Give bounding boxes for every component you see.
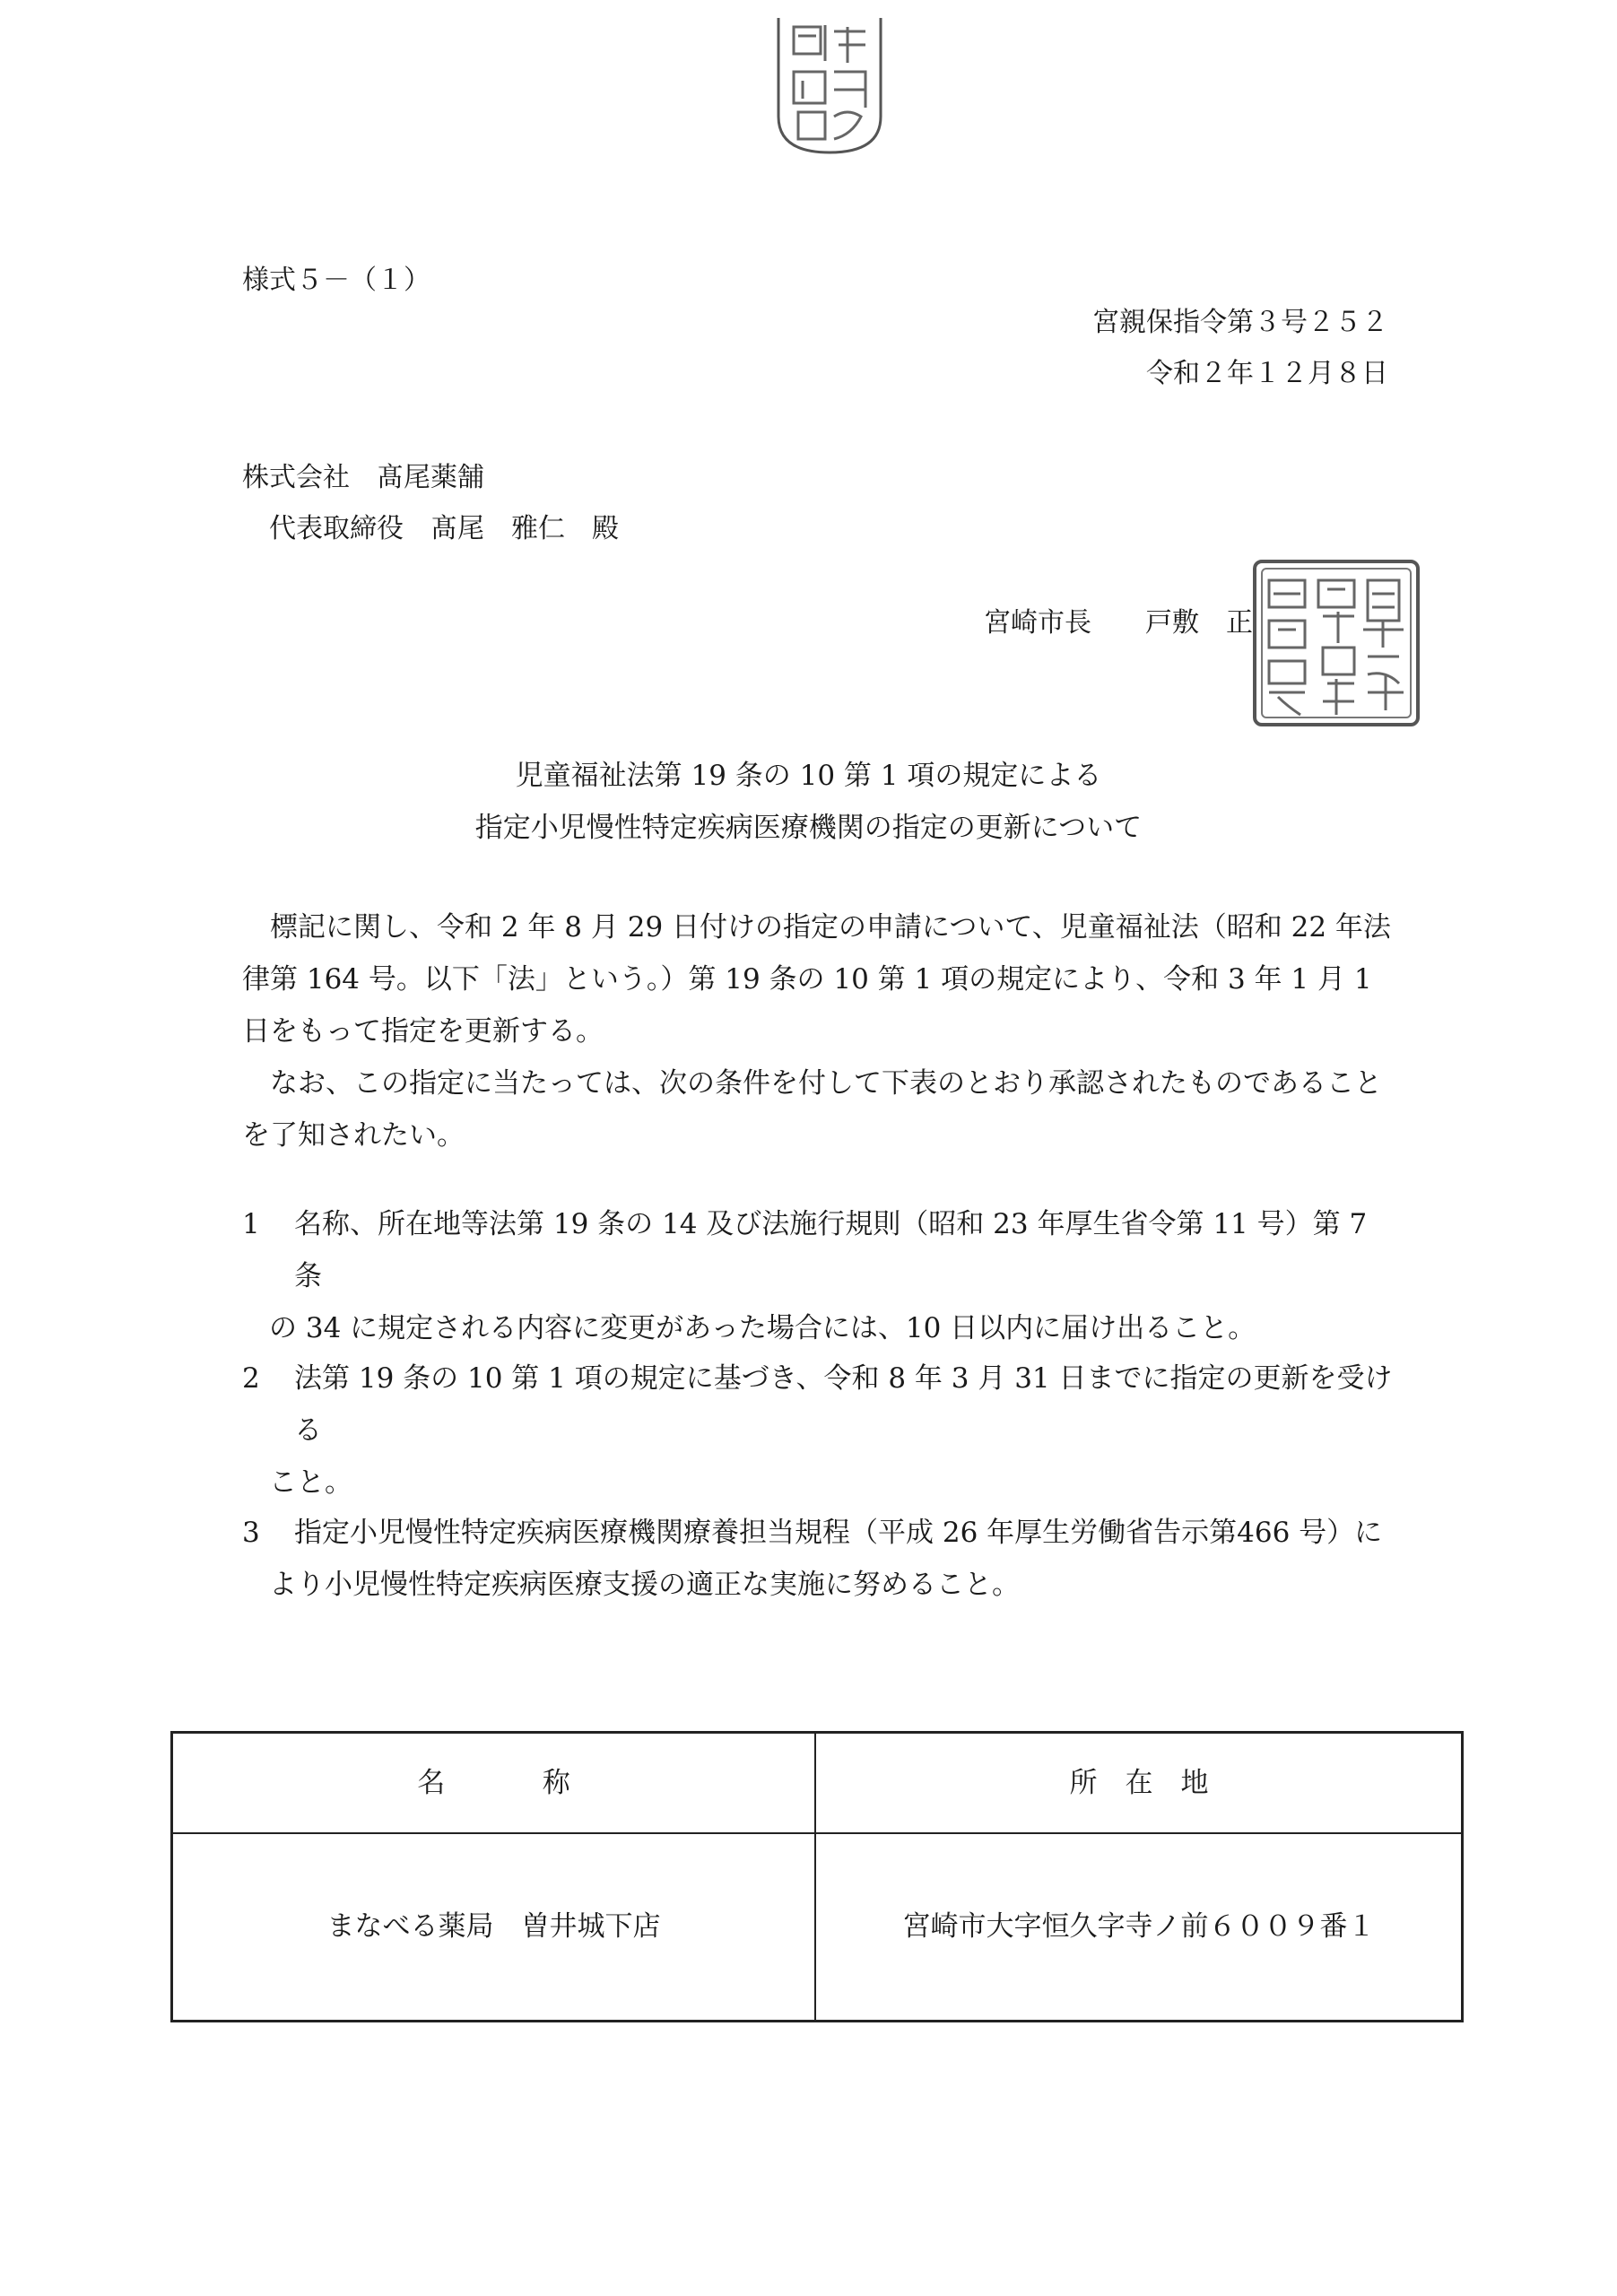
condition-text: 名称、所在地等法第 19 条の 14 及び法施行規則（昭和 23 年厚生省令第 11 号）第 7 条	[294, 1208, 1368, 1292]
condition-text: 指定小児慢性特定疾病医療機関療養担当規程（平成 26 年厚生労働省告示第466 号）に	[294, 1517, 1383, 1549]
recipient-representative: 代表取締役 髙尾 雅仁 殿	[269, 513, 619, 544]
recipient-company: 株式会社 髙尾薬舗	[242, 462, 484, 493]
body-text	[242, 901, 1399, 1161]
issue-date: 令和２年１２月８日	[1146, 358, 1388, 389]
condition-text-cont: の 34 に規定される内容に変更があった場合には、10 日以内に届け出ること。	[269, 1312, 1256, 1344]
notice-title-line1: 児童福祉法第 19 条の 10 第 1 項の規定による	[515, 760, 1102, 792]
table-cell-address: 宮崎市大字恒久字寺ノ前６００９番１	[902, 1910, 1376, 1943]
condition-number: 3	[242, 1517, 260, 1549]
table-header-name: 名称	[417, 1767, 668, 1799]
condition-text-cont: より小児慢性特定疾病医療支援の適正な実施に努めること。	[269, 1569, 1020, 1601]
form-label: 様式５－（１）	[242, 265, 430, 296]
condition-text-cont: こと。	[269, 1466, 352, 1499]
condition-item	[242, 1352, 1399, 1509]
sender-name: 宮崎市長 戸敷 正	[984, 607, 1253, 639]
body-paragraph-1: 標記に関し、令和 2 年 8 月 29 日付けの指定の申請について、児童福祉法（昭和 22 年法律第 164 号。以下「法」という。）第 19 条の 10 第 1 項の規定により、令和 3 年 1 月 1 日をもって指定を更新する。	[242, 911, 1391, 1048]
document-number: 宮親保指令第３号２５２	[1092, 307, 1388, 338]
mayor-seal-stamp	[1251, 558, 1421, 728]
condition-item	[242, 1198, 1399, 1354]
table-cell-name: まなべる薬局 曽井城下店	[326, 1910, 661, 1943]
notice-title-line2: 指定小児慢性特定疾病医療機関の指定の更新について	[474, 812, 1143, 844]
condition-number: 1	[242, 1208, 260, 1240]
condition-text: 法第 19 条の 10 第 1 項の規定に基づき、令和 8 年 3 月 31 日までに指定の更新を受ける	[294, 1362, 1393, 1447]
condition-number: 2	[242, 1362, 260, 1395]
top-seal-stamp	[771, 9, 888, 157]
body-paragraph-2: なお、この指定に当たっては、次の条件を付して下表のとおり承認されたものであることを了知されたい。	[242, 1067, 1382, 1152]
condition-item	[242, 1507, 1399, 1611]
table-header-address: 所在地	[1069, 1767, 1237, 1799]
designation-table	[170, 1731, 1464, 2022]
